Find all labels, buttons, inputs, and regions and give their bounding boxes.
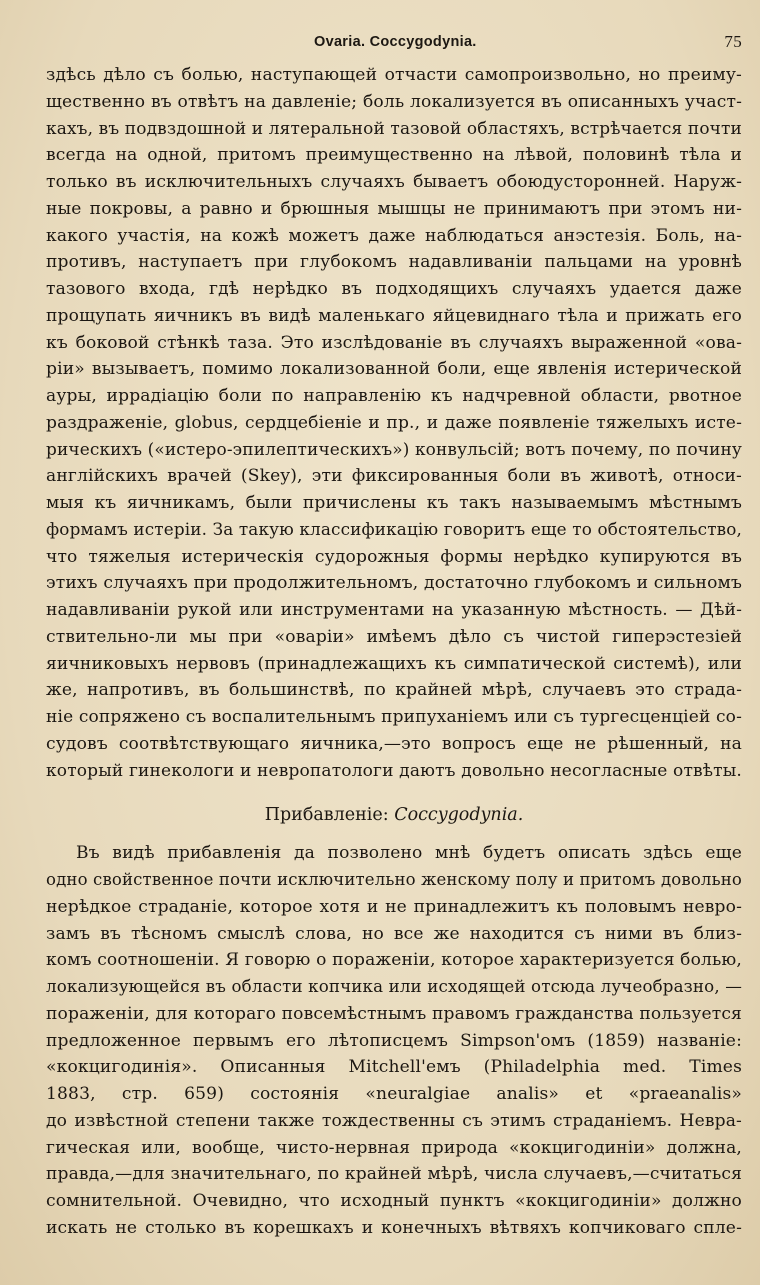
text-line: какого участія, на кожѣ можетъ даже наблюдаться анэстезія. Боль, на-: [46, 225, 742, 246]
text-line: пораженіи, для котораго повсемѣстнымъ правомъ гражданства пользуется: [46, 1003, 742, 1024]
text-line: яичниковыхъ нервовъ (принадлежащихъ къ симпатической системѣ), или: [46, 653, 742, 674]
running-head: [46, 34, 742, 62]
text-line: ніе сопряжено съ воспалительнымъ припуханіемъ или съ тургесценціей со-: [46, 707, 742, 727]
text-line: рическихъ («истеро-эпилептическихъ») конвульсій; вотъ почему, по почину: [46, 439, 743, 460]
text-line: правда,—для значительнаго, по крайней мѣрѣ, числа случаевъ,—считаться: [46, 1164, 743, 1185]
text-line: до извѣстной степени также тождественны съ этимъ страданіемъ. Невра-: [46, 1110, 742, 1131]
text-line: противъ, наступаетъ при глубокомъ надавливаніи пальцами на уровнѣ: [46, 252, 742, 273]
text-line: замъ въ тѣсномъ смыслѣ слова, но все же находится съ ними въ близ-: [46, 923, 742, 944]
text-line: локализующейся въ области копчика или исходящей отсюда лучеобразно, —: [46, 977, 743, 997]
text-line: предложенное первымъ его лѣтописцемъ Simpson'омъ (1859) названіе:: [46, 1030, 742, 1051]
section-heading-title: Coccygodynia.: [394, 805, 524, 826]
text-line: ные покровы, а равно и брюшныя мышцы не принимаютъ при этомъ ни-: [46, 198, 742, 219]
text-line: сомнительной. Очевидно, что исходный пунктъ «кокцигодиніи» должно: [46, 1191, 742, 1211]
text-line: тазового входа, гдѣ нерѣдко въ подходящихъ случаяхъ удается даже: [46, 279, 742, 299]
text-line: раздраженіе, globus, сердцебіеніе и пр., и даже появленіе тяжелыхъ исте-: [46, 412, 742, 433]
text-line: щественно въ отвѣтъ на давленіе; боль локализуется въ описанныхъ участ-: [46, 91, 742, 112]
section-heading: [46, 802, 742, 828]
section-heading-prefix: Прибавленіе:: [264, 805, 395, 826]
text-line: ріи» вызываетъ, помимо локализованной боли, еще явленія истерической: [46, 359, 742, 380]
text-line: комъ соотношеніи. Я говорю о пораженіи, которое характеризуется болью,: [46, 950, 743, 971]
text-line: формамъ истеріи. За такую классификацію говоритъ еще то обстоятельство,: [46, 519, 743, 540]
page-number: 75: [724, 32, 742, 51]
text-line: 1883, стр. 659) состоянія «neuralgiae analis» et «praeanalis»: [46, 1084, 742, 1104]
text-line: мыя къ яичникамъ, были причислены къ такъ называемымъ мѣстнымъ: [46, 493, 742, 513]
paragraph-ovaria: [46, 62, 742, 784]
paragraph-coccygodynia: [46, 840, 742, 1241]
text-line: только въ исключительныхъ случаяхъ бываетъ обоюдусторонней. Наруж-: [46, 172, 742, 192]
text-line: ауры, иррадіацію боли по направленію къ надчревной области, рвотное: [46, 386, 742, 406]
running-title: Ovaria. Coccygodynia.: [314, 34, 477, 50]
text-line: гическая или, вообще, чисто-нервная природа «кокцигодиніи» должна,: [46, 1137, 742, 1158]
text-line: здѣсь дѣло съ болью, наступающей отчасти самопроизвольно, но преиму-: [46, 65, 742, 85]
text-line: судовъ соотвѣтствующаго яичника,—это вопросъ еще не рѣшенный, на: [46, 733, 742, 754]
text-line: нерѣдкое страданіе, которое хотя и не принадлежитъ къ половымъ невро-: [46, 896, 742, 917]
text-line: кахъ, въ подвздошной и лятеральной тазовой областяхъ, встрѣчается почти: [46, 118, 742, 139]
text-line: Въ видѣ прибавленія да позволено мнѣ будетъ описать здѣсь еще: [76, 843, 742, 864]
text-line: «кокцигодинія». Описанныя Mitchell'емъ (Philadelphia med. Times: [46, 1057, 742, 1078]
text-line: прощупать яичникъ въ видѣ маленькаго яйцевиднаго тѣла и прижать его: [46, 305, 742, 326]
text-line: этихъ случаяхъ при продолжительномъ, достаточно глубокомъ и сильномъ: [46, 573, 742, 594]
text-line: всегда на одной, притомъ преимущественно на лѣвой, половинѣ тѣла и: [46, 145, 742, 166]
text-line: искать не столько въ корешкахъ и конечныхъ вѣтвяхъ копчиковаго спле-: [46, 1217, 742, 1238]
text-line: англійскихъ врачей (Skey), эти фиксированныя боли въ животѣ, относи-: [46, 466, 742, 487]
text-line: надавливаніи рукой или инструментами на указанную мѣстность. — Дѣй-: [46, 600, 742, 620]
text-line: къ боковой стѣнкѣ таза. Это изслѣдованіе въ случаяхъ выраженной «ова-: [46, 332, 742, 353]
text-line: ствительно-ли мы при «оваріи» имѣемъ дѣло съ чистой гиперэстезіей: [46, 626, 742, 647]
text-line: одно свойственное почти исключительно женскому полу и притомъ довольно: [46, 870, 742, 890]
text-line: что тяжелыя истерическія судорожныя формы нерѣдко купируются въ: [46, 546, 742, 567]
text-line: же, напротивъ, въ большинствѣ, по крайней мѣрѣ, случаевъ это страда-: [46, 680, 742, 701]
text-line: который гинекологи и невропатологи даютъ довольно несогласные отвѣты.: [46, 760, 743, 781]
